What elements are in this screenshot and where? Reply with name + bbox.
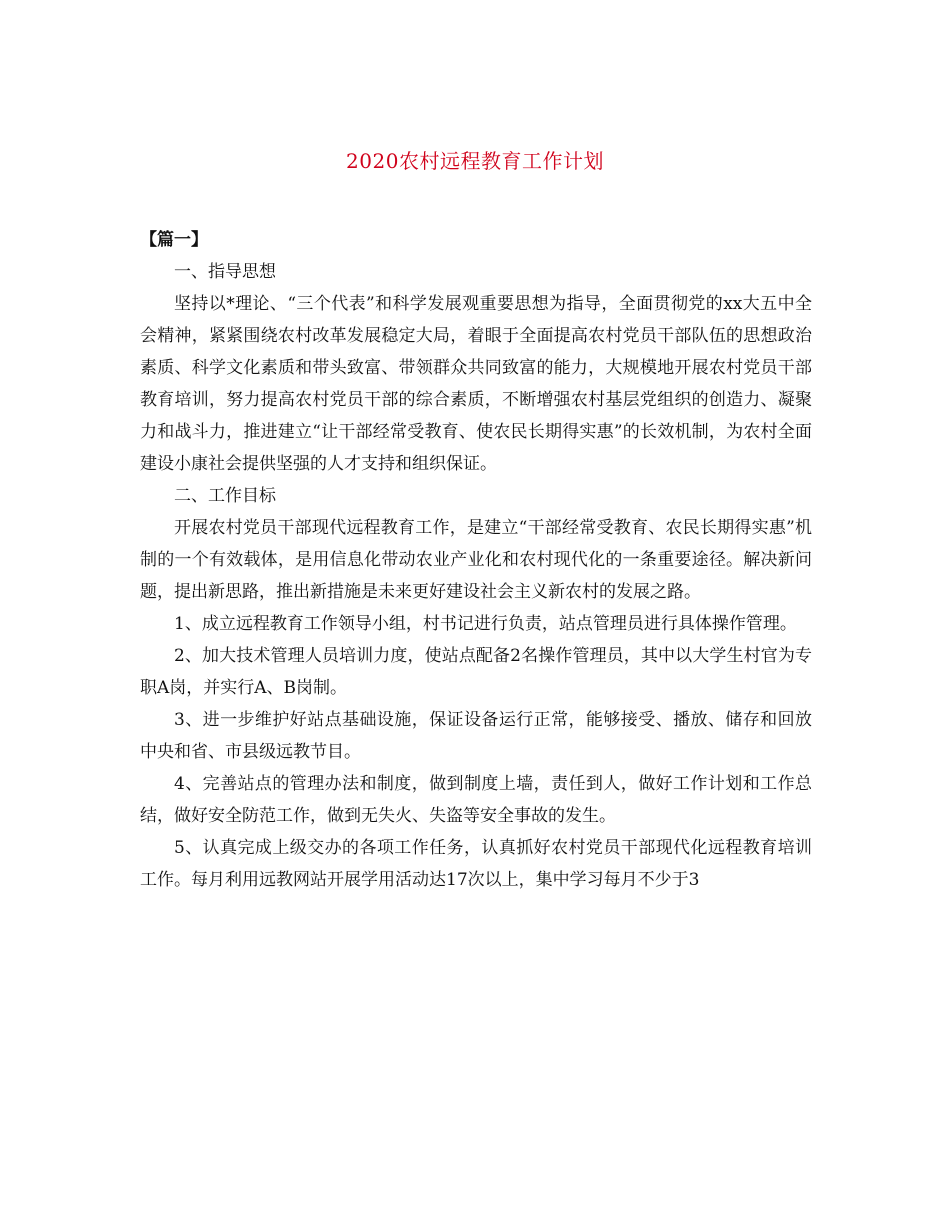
list-item-4: 4、完善站点的管理办法和制度，做到制度上墙，责任到人，做好工作计划和工作总结，做好安全防范工作，做到无失火、失盗等安全事故的发生。 — [140, 774, 812, 826]
list-item-3: 3、进一步维护好站点基础设施，保证设备运行正常，能够接受、播放、储存和回放中央和省、市县级远教节目。 — [140, 710, 812, 762]
document-body — [140, 224, 812, 896]
paragraph-work-goals: 开展农村党员干部现代远程教育工作，是建立“干部经常受教育、农民长期得实惠”机制的一个有效载体，是用信息化带动农业产业化和农村现代化的一条重要途径。解决新问题，提出新思路，推出新措施是未来更好建设社会主义新农村的发展之路。 — [140, 518, 812, 602]
paragraph-guiding-thought: 坚持以*理论、“三个代表”和科学发展观重要思想为指导，全面贯彻党的xx大五中全会精神，紧紧围绕农村改革发展稳定大局，着眼于全面提高农村党员干部队伍的思想政治素质、科学文化素质和带头致富、带领群众共同致富的能力，大规模地开展农村党员干部教育培训，努力提高农村党员干部的综合素质，不断增强农村基层党组织的创造力、凝聚力和战斗力，推进建立“让干部经常受教育、使农民长期得实惠”的长效机制，为农村全面建设小康社会提供坚强的人才支持和组织保证。 — [140, 294, 812, 474]
section-label: 【篇一】 — [140, 230, 208, 250]
heading-guiding-thought: 一、指导思想 — [174, 262, 276, 282]
heading-work-goals: 二、工作目标 — [174, 486, 276, 506]
document-title: 2020农村远程教育工作计划 — [346, 149, 604, 173]
list-item-1: 1、成立远程教育工作领导小组，村书记进行负责，站点管理员进行具体操作管理。 — [174, 614, 797, 634]
list-item-2: 2、加大技术管理人员培训力度，使站点配备2名操作管理员，其中以大学生村官为专职A岗，并实行A、B岗制。 — [140, 646, 812, 698]
list-item-5: 5、认真完成上级交办的各项工作任务，认真抓好农村党员干部现代化远程教育培训工作。每月利用远教网站开展学用活动达17次以上，集中学习每月不少于3 — [140, 838, 812, 890]
